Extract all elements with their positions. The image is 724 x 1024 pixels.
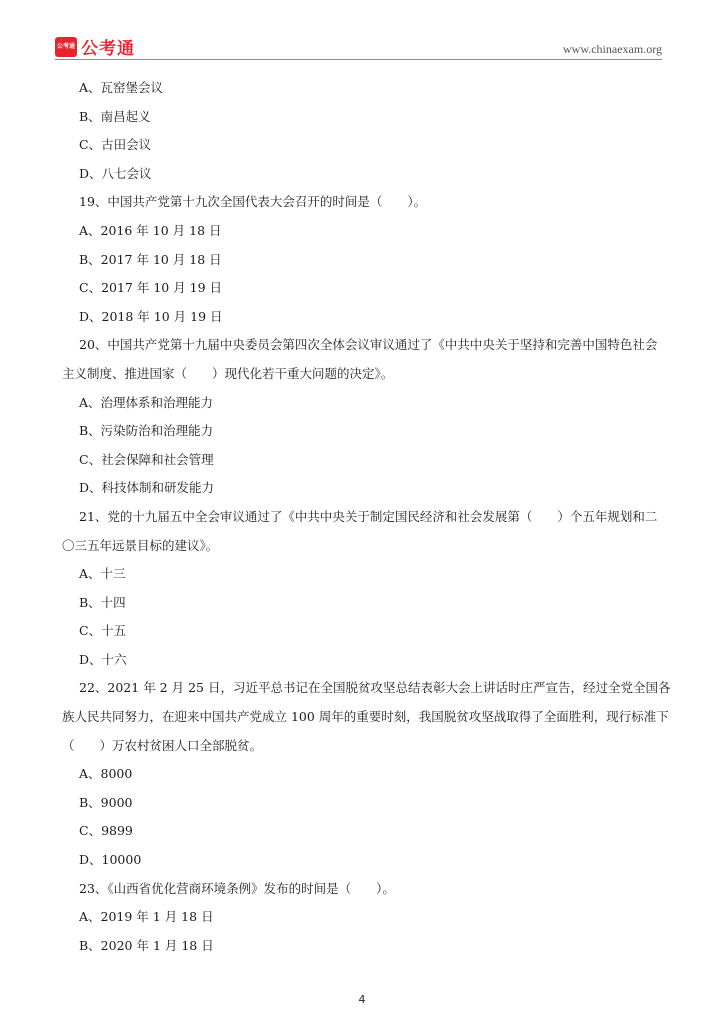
answer-option: C、古田会议 xyxy=(79,137,152,153)
answer-option: A、瓦窑堡会议 xyxy=(79,80,164,95)
answer-option: D、八七会议 xyxy=(79,165,152,181)
answer-option: B、2017 年 10 月 18 日 xyxy=(79,251,222,267)
answer-option: A、治理体系和治理能力 xyxy=(79,394,214,410)
question-text: 22、2021 年 2 月 25 日，习近平总书记在全国脱贫攻坚总结表彰大会上讲话时庄严宣告，经过全党全国各 xyxy=(79,680,671,696)
question-text-continued: 族人民共同努力，在迎来中国共产党成立 100 周年的重要时刻，我国脱贫攻坚战取得了全面胜利，现行标准下 xyxy=(62,709,669,725)
answer-option: B、污染防治和治理能力 xyxy=(79,423,214,439)
question-text: 19、中国共产党第十九次全国代表大会召开的时间是（ ）。 xyxy=(79,194,427,210)
question-text-continued: （ ）万农村贫困人口全部脱贫。 xyxy=(62,737,263,753)
answer-option: C、2017 年 10 月 19 日 xyxy=(79,280,223,296)
answer-option: B、南昌起义 xyxy=(79,108,151,124)
answer-option: B、9000 xyxy=(79,794,133,810)
answer-option: D、2018 年 10 月 19 日 xyxy=(79,308,223,324)
header-divider xyxy=(55,59,662,60)
question-text-continued: 〇三五年远景目标的建议》。 xyxy=(62,537,219,553)
document-body xyxy=(62,74,672,960)
logo-text: 公考通 xyxy=(81,39,135,59)
question-text: 21、党的十九届五中全会审议通过了《中共中央关于制定国民经济和社会发展第（ ）个五年规划和二 xyxy=(79,508,658,524)
answer-option: D、10000 xyxy=(79,852,142,868)
answer-option: B、十四 xyxy=(79,594,126,610)
answer-option: D、十六 xyxy=(79,651,127,667)
site-url: www.chinaexam.org xyxy=(563,42,662,56)
page-number: 4 xyxy=(358,993,366,1006)
answer-option: D、科技体制和研发能力 xyxy=(79,480,215,496)
answer-option: A、2016 年 10 月 18 日 xyxy=(79,222,222,238)
answer-option: C、十五 xyxy=(79,623,127,639)
logo-badge-icon: 公考通 xyxy=(55,37,77,57)
answer-option: C、社会保障和社会管理 xyxy=(79,451,214,467)
answer-option: A、8000 xyxy=(79,766,133,782)
page-header xyxy=(55,34,662,58)
question-text-continued: 主义制度、推进国家（ ）现代化若干重大问题的决定》。 xyxy=(62,365,394,381)
logo xyxy=(55,34,135,59)
question-text: 20、中国共产党第十九届中央委员会第四次全体会议审议通过了《中共中央关于坚持和完善中国特色社会 xyxy=(79,337,658,353)
question-text: 23、《山西省优化营商环境条例》发布的时间是（ ）。 xyxy=(79,880,395,896)
answer-option: B、2020 年 1 月 18 日 xyxy=(79,937,214,953)
answer-option: C、9899 xyxy=(79,823,133,839)
answer-option: A、十三 xyxy=(79,566,126,582)
answer-option: A、2019 年 1 月 18 日 xyxy=(79,909,214,925)
